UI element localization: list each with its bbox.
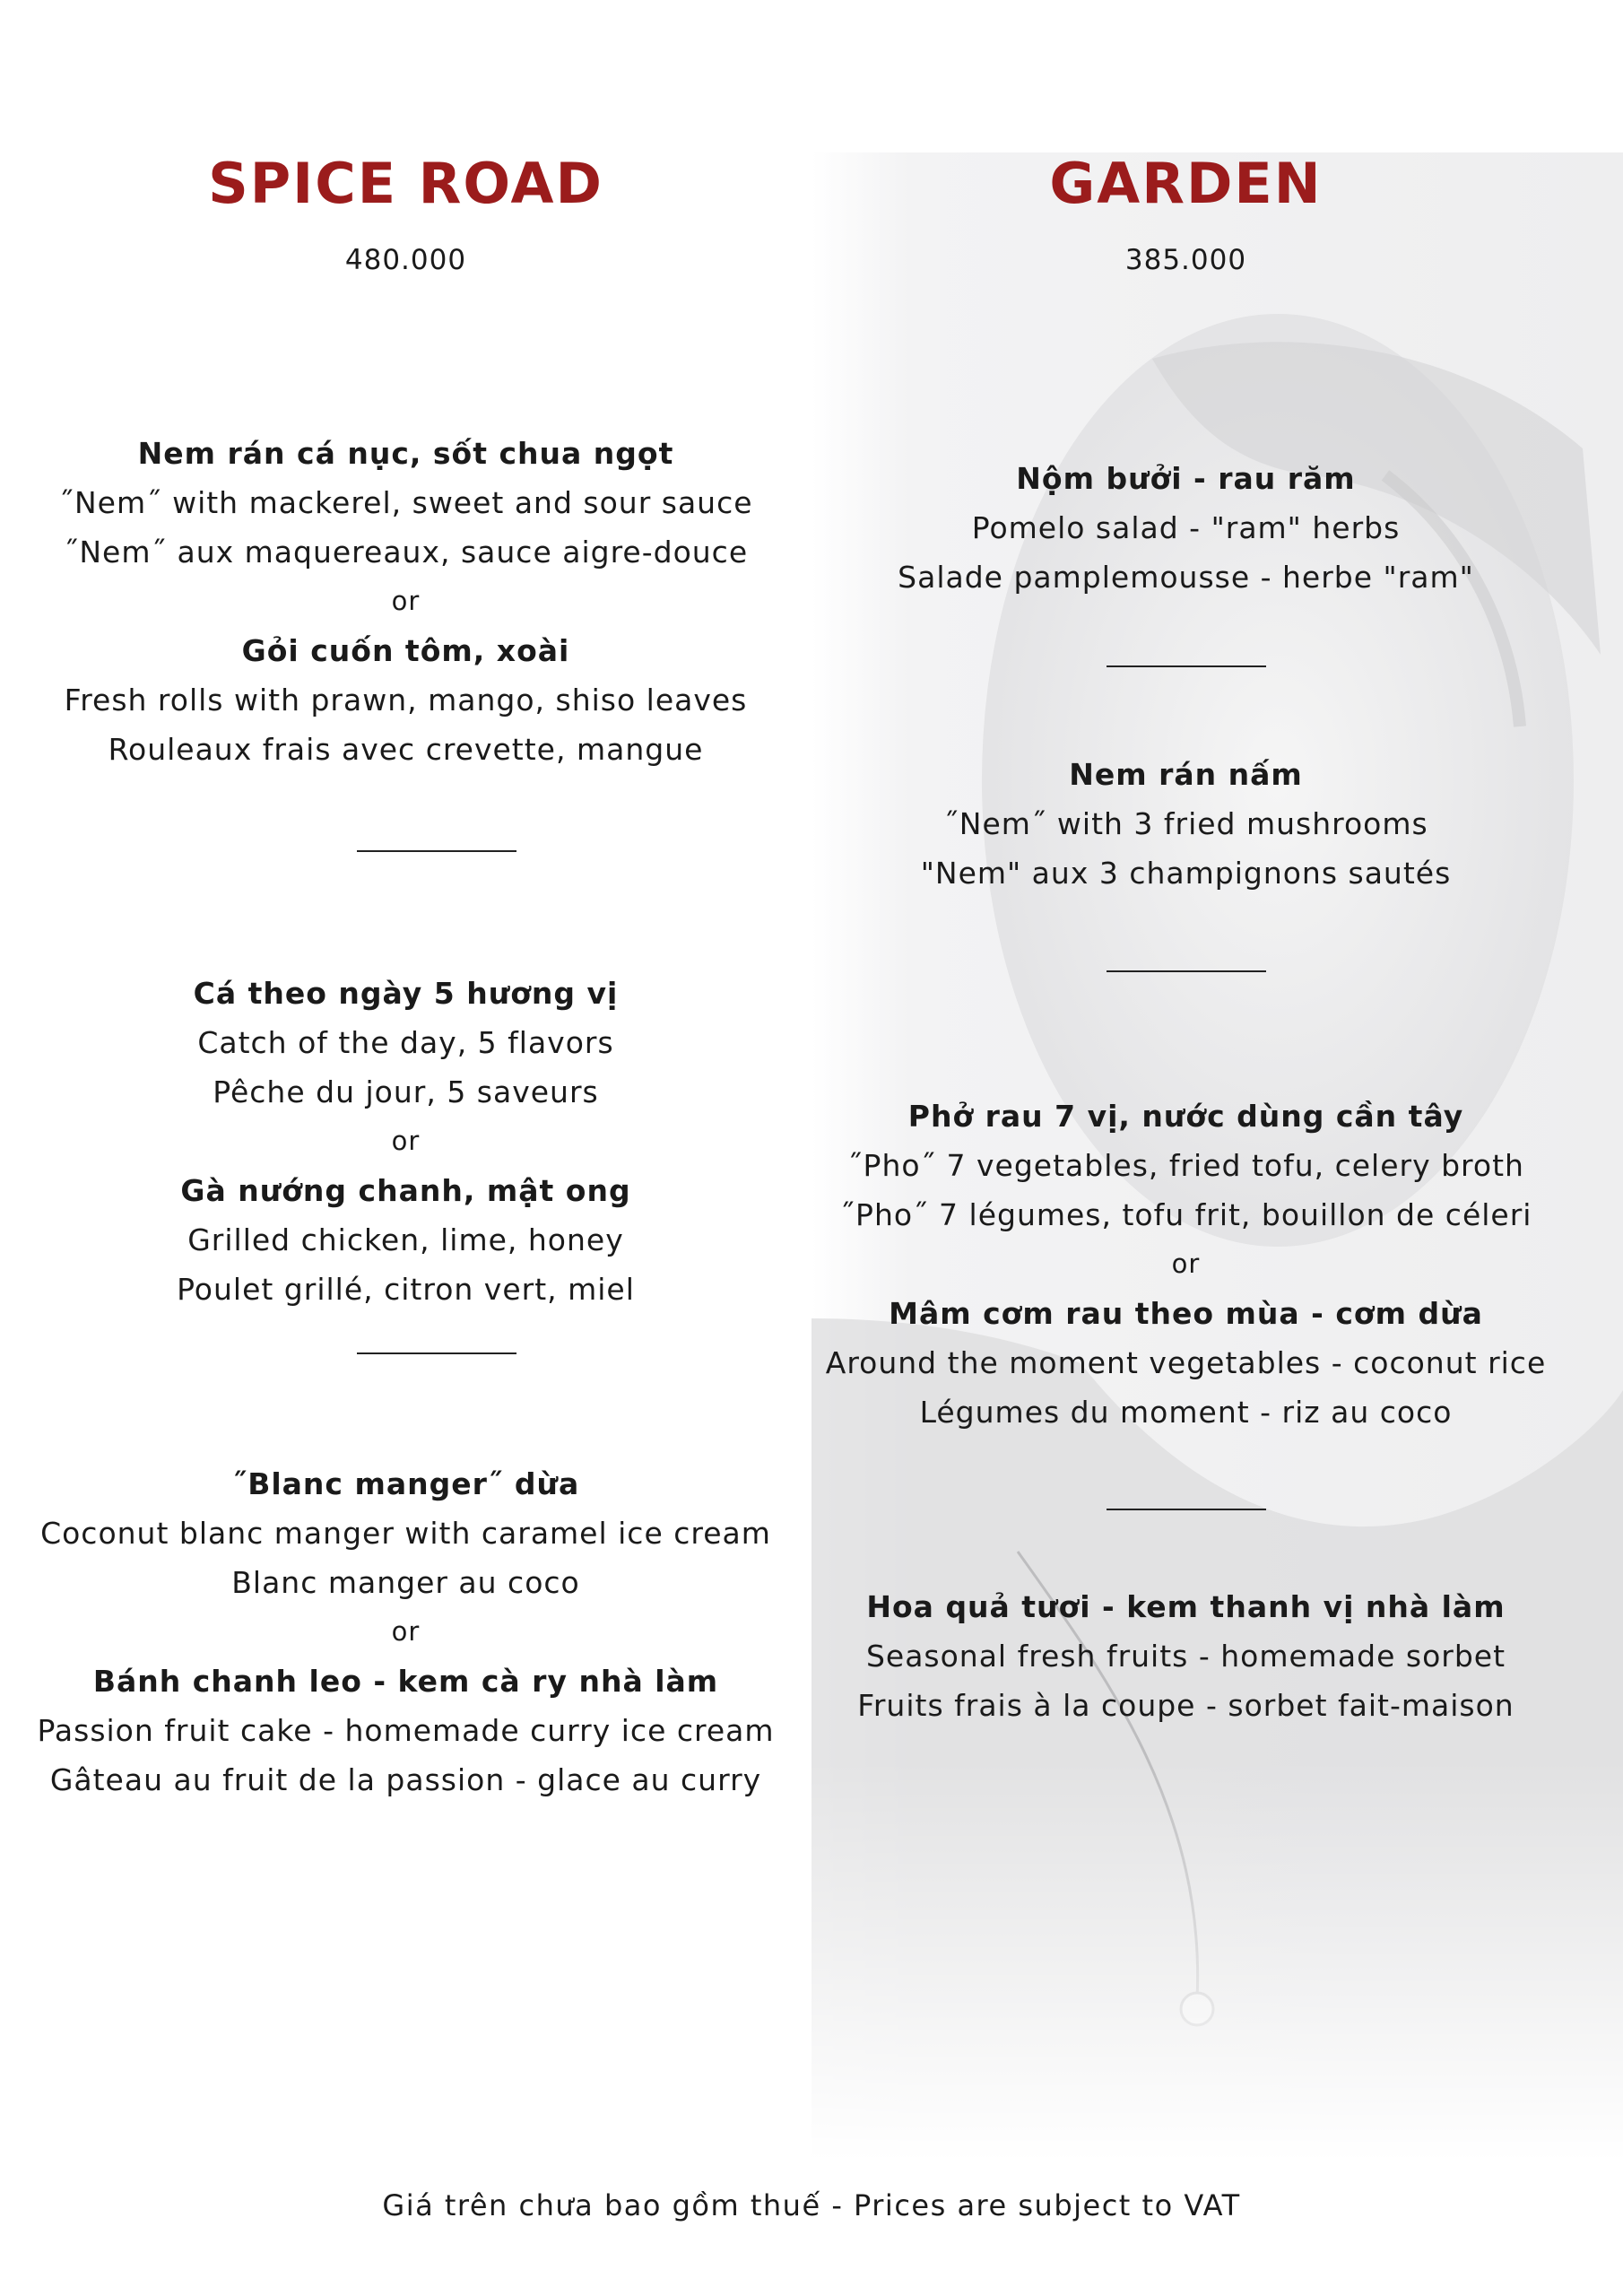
or-separator: or: [391, 1616, 421, 1647]
menu-price-garden: 385.000: [1124, 244, 1247, 276]
course-divider: [1107, 1509, 1266, 1510]
dish-desc-fr: Gâteau au fruit de la passion - glace au curry: [49, 1762, 762, 1797]
dish-name-vn: Gà nướng chanh, mật ong: [180, 1173, 631, 1208]
menu-price-spice-road: 480.000: [344, 244, 467, 276]
dish-desc-fr: Fruits frais à la coupe - sorbet fait-maison: [857, 1688, 1515, 1723]
dish-desc-en: Catch of the day, 5 flavors: [197, 1025, 614, 1060]
course-divider: [357, 850, 516, 852]
dish-name-vn: ˝Blanc manger˝ dừa: [231, 1466, 580, 1501]
dish-desc-en: ˝Nem˝ with 3 fried mushrooms: [943, 806, 1428, 841]
dish-desc-en: Coconut blanc manger with caramel ice cream: [40, 1516, 771, 1551]
dish-desc-en: Pomelo salad - "ram" herbs: [971, 510, 1401, 545]
dish-desc-en: Grilled chicken, lime, honey: [187, 1222, 624, 1257]
vat-footer-note: Giá trên chưa bao gồm thuế - Prices are subject to VAT: [382, 2188, 1241, 2222]
dish-desc-fr: Salade pamplemousse - herbe "ram": [898, 560, 1474, 595]
dish-desc-fr: Poulet grillé, citron vert, miel: [177, 1272, 635, 1307]
dish-desc-en: Seasonal fresh fruits - homemade sorbet: [865, 1639, 1506, 1674]
dish-desc-en: Passion fruit cake - homemade curry ice cream: [37, 1713, 775, 1748]
or-separator: or: [391, 586, 421, 616]
dish-desc-en: ˝Pho˝ 7 vegetables, fried tofu, celery broth: [847, 1148, 1524, 1183]
dish-desc-fr: "Nem" aux 3 champignons sautés: [920, 856, 1452, 891]
dish-desc-fr: ˝Nem˝ aux maquereaux, sauce aigre-douce: [63, 535, 749, 570]
course-divider: [1107, 970, 1266, 972]
dish-desc-fr: ˝Pho˝ 7 légumes, tofu frit, bouillon de céleri: [839, 1197, 1532, 1232]
dish-name-vn: Gỏi cuốn tôm, xoài: [241, 633, 570, 668]
dish-name-vn: Nem rán nấm: [1069, 757, 1303, 792]
dish-name-vn: Phở rau 7 vị, nước dùng cần tây: [907, 1099, 1464, 1134]
menu-title-garden: GARDEN: [1049, 151, 1323, 216]
course-divider: [357, 1352, 516, 1354]
dish-desc-en: Fresh rolls with prawn, mango, shiso leaves: [64, 683, 748, 718]
dish-desc-fr: Blanc manger au coco: [231, 1565, 580, 1600]
dish-name-vn: Hoa quả tươi - kem thanh vị nhà làm: [866, 1589, 1506, 1624]
dish-name-vn: Cá theo ngày 5 hương vị: [193, 976, 619, 1011]
dish-name-vn: Nộm bưởi - rau răm: [1016, 461, 1356, 496]
dish-name-vn: Bánh chanh leo - kem cà ry nhà làm: [92, 1664, 719, 1699]
dish-desc-fr: Pêche du jour, 5 saveurs: [213, 1074, 599, 1109]
or-separator: or: [1171, 1248, 1201, 1279]
or-separator: or: [391, 1126, 421, 1156]
menu-title-spice-road: SPICE ROAD: [208, 151, 603, 216]
dish-name-vn: Nem rán cá nục, sốt chua ngọt: [137, 436, 674, 471]
course-divider: [1107, 665, 1266, 667]
dish-desc-fr: Légumes du moment - riz au coco: [919, 1395, 1453, 1430]
dish-desc-fr: Rouleaux frais avec crevette, mangue: [108, 732, 704, 767]
dish-desc-en: Around the moment vegetables - coconut rice: [825, 1345, 1547, 1380]
dish-desc-en: ˝Nem˝ with mackerel, sweet and sour sauce: [58, 485, 753, 520]
dish-name-vn: Mâm cơm rau theo mùa - cơm dừa: [889, 1296, 1483, 1331]
garden-menu: [780, 0, 1592, 2296]
